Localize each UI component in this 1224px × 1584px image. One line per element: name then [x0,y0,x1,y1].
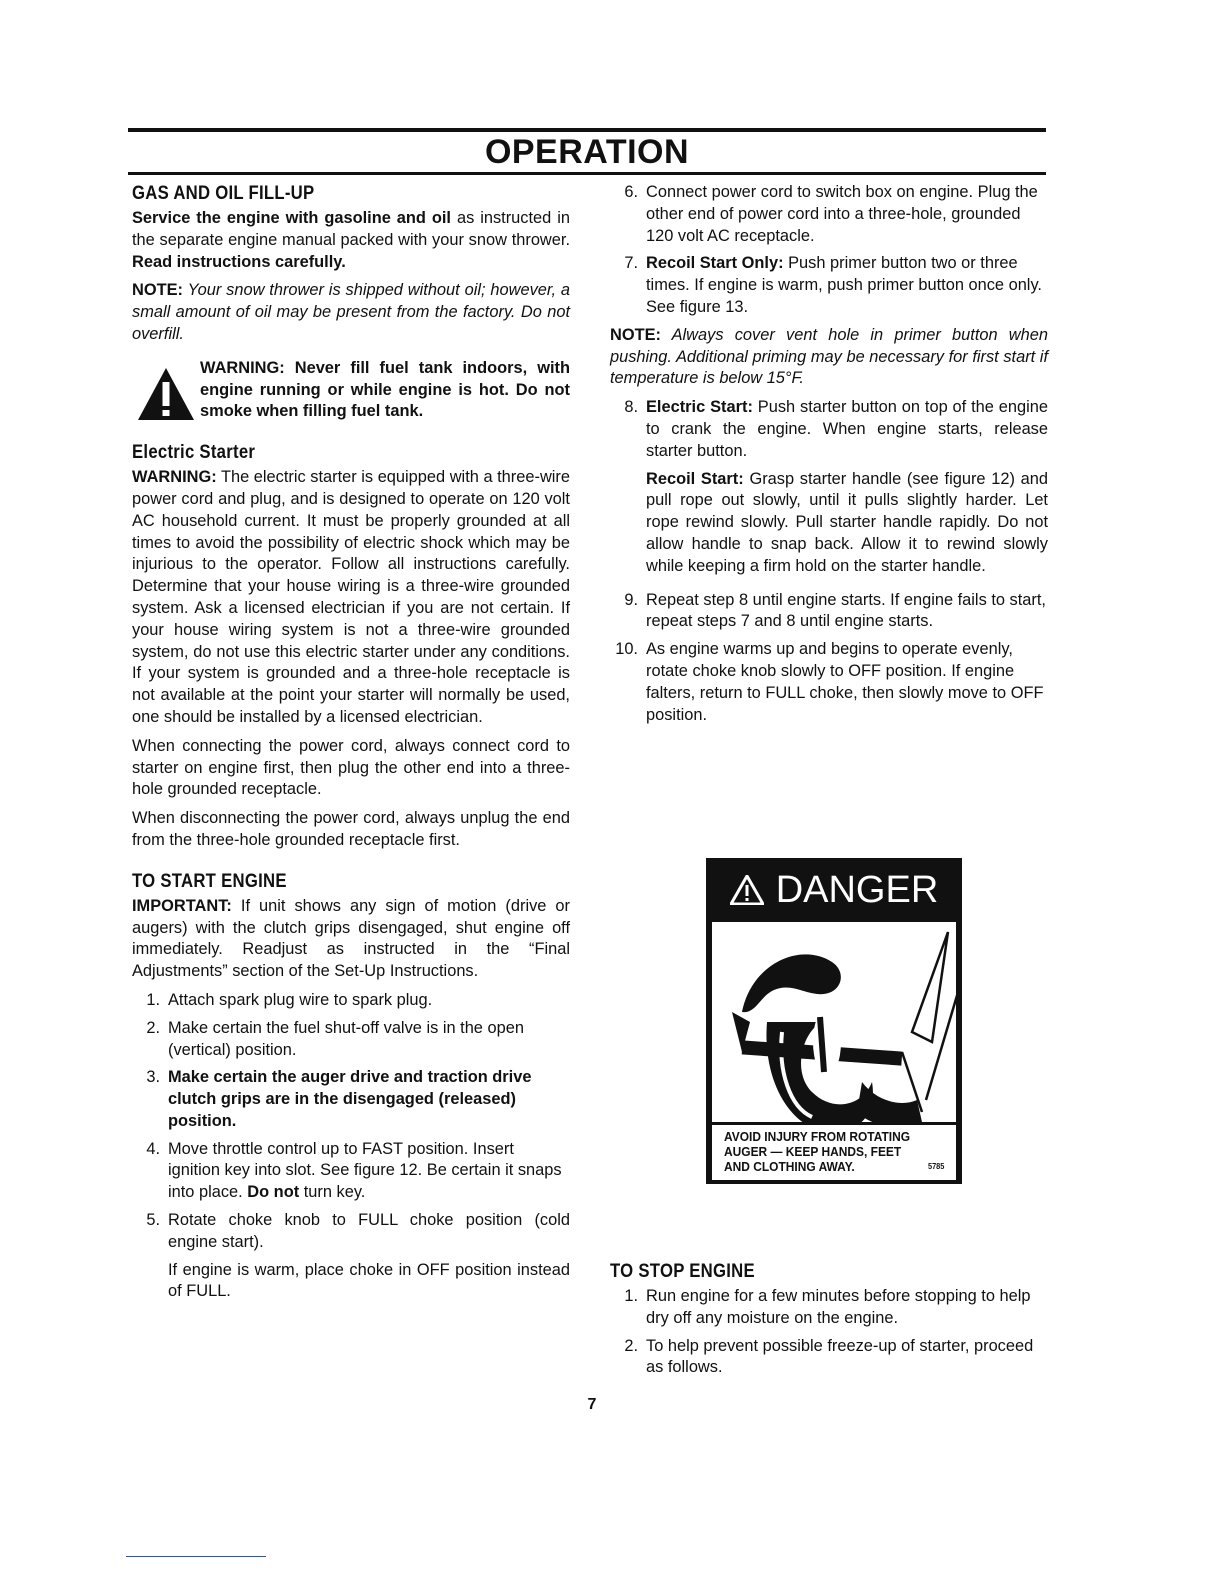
label-code: 5785 [928,1162,945,1171]
list-item: 1. Run engine for a few minutes before stopping to help dry off any moisture on the engine. [624,1287,1031,1327]
page-number: 7 [587,1396,597,1413]
stop-engine-heading: TO STOP ENGINE [610,1261,755,1282]
list-item: 2. To help prevent possible freeze-up of starter, proceed as follows. [624,1336,1034,1377]
start-steps-right-2 [610,397,1048,726]
danger-caption: AVOID INJURY FROM ROTATING AUGER — KEEP HANDS, FEET AND CLOTHING AWAY. 5785 [712,1122,956,1180]
fuel-warning [132,358,570,423]
list-item: 7. Recoil Start Only: Push primer button two or three times. If engine is warm, push primer button once only. See figure 13. [624,254,1042,316]
electric-disconnect: When disconnecting the power cord, always unplug the end from the three-hole grounded receptacle first. [132,809,570,849]
header-rule-bottom [128,172,1046,175]
electric-warning: WARNING: The electric starter is equipped with a three-wire power cord and plug, and is designed to operate on 120 volt AC household current. It must be properly grounded at all times to avoid the possibility of electric shock which may be injurious to the operator. Follow all instructions carefully. Determine that your house wiring is a three-wire grounded system. Ask a licensed electrician if you are not certain. If your house wiring system is not a three-wire grounded system, do not use this electric starter under any conditions. If your system is grounded and a three-hole receptacle is not available at the point your starter will normally be used, one should be installed by a licensed electrician. [132,468,570,726]
list-item: 10. As engine warms up and begins to operate evenly, rotate choke knob slowly to OFF position. If engine falters, return to FULL choke, then slowly move to OFF position. [615,640,1044,724]
right-column [610,182,1048,732]
electric-connect: When connecting the power cord, always connect cord to starter on engine first, then plug the other end into a three-hole grounded receptacle. [132,736,570,799]
start-steps-right [610,182,1048,319]
fuel-warning-text: WARNING: Never fill fuel tank indoors, with engine running or while engine is hot. Do not smoke when filling fuel tank. [200,358,570,421]
left-column [132,182,570,1315]
warning-triangle-icon [132,366,200,422]
list-item: 5. Rotate choke knob to FULL choke position (cold engine start). If engine is warm, place choke in OFF position instead of FULL. [146,1211,570,1301]
list-item: 1. Attach spark plug wire to spark plug. [146,990,433,1009]
list-item: 6. Connect power cord to switch box on engine. Plug the other end of power cord into a three-hole, grounded 120 volt AC receptacle. [624,183,1038,245]
page-title: OPERATION [484,133,690,171]
primer-note: NOTE: Always cover vent hole in primer button when pushing. Additional priming may be necessary for first start if temperature is below 15°F. [610,325,1048,388]
header-rule-top [128,128,1046,132]
list-item: 2. Make certain the fuel shut-off valve is in the open (vertical) position. [146,1018,524,1059]
gas-note: NOTE: Your snow thrower is shipped without oil; however, a small amount of oil may be present from the factory. Do not overfill. [132,281,570,343]
stop-engine-section [610,1260,1048,1385]
start-important: IMPORTANT: If unit shows any sign of motion (drive or augers) with the clutch grips disengaged, shut engine off immediately. Readjust as instructed in the “Final Adjustments” section of the Set-Up Instructions. [132,896,570,981]
gas-heading: GAS AND OIL FILL-UP [132,183,315,204]
gas-paragraph: Service the engine with gasoline and oil as instructed in the separate engine manual packed with your snow thrower. Read instructions carefully. [132,209,570,271]
list-item: 9. Repeat step 8 until engine starts. If engine fails to start, repeat steps 7 and 8 until engine starts. [624,590,1046,631]
electric-starter-heading: Electric Starter [132,442,256,464]
list-item: 8. Electric Start: Push starter button on top of the engine to crank the engine. When engine starts, release starter button. Recoil Start: Grasp starter handle (see figure 12) and pull rope out slowly, until it pulls slightly harder. Let rope rewind slowly. Pull starter handle rapidly. Do not allow handle to snap back. Allow it to rewind slowly while keeping a firm hold on the starter handle. [624,398,1048,575]
footer-line [126,1556,266,1557]
list-item: 4. Move throttle control up to FAST position. Insert ignition key into slot. See figure 12. Be certain it snaps into place. Do not turn key. [146,1139,562,1202]
list-item: 3. Make certain the auger drive and traction drive clutch grips are in the disengaged (released) position. [146,1068,532,1130]
danger-title: DANGER [775,868,939,911]
start-steps-left [132,990,570,1309]
stop-steps [610,1286,1048,1379]
danger-label [706,858,962,1184]
danger-header [706,858,962,922]
warning-triangle-icon [730,875,764,905]
start-engine-heading: TO START ENGINE [132,870,287,892]
